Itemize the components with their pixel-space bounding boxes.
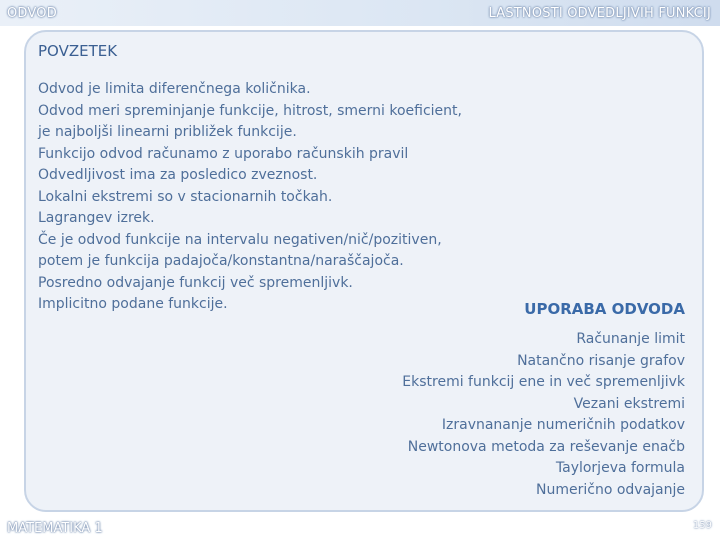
uses-item: Računanje limit	[576, 331, 685, 347]
header-section: LASTNOSTI ODVEDLJIVIH FUNKCIJ	[488, 6, 711, 21]
summary-item: Funkcijo odvod računamo z uporabo računskih pravil	[38, 145, 409, 162]
uses-item: Numerično odvajanje	[536, 481, 685, 498]
page-number: 159	[692, 520, 712, 531]
summary-item: Posredno odvajanje funkcij več spremenljivk.	[38, 274, 353, 291]
uses-item: Izravnananje numeričnih podatkov	[441, 417, 685, 433]
uses-title: UPORABA ODVODA	[524, 300, 685, 318]
summary-list	[38, 79, 508, 316]
uses-item: Ekstremi funkcij ene in več spremenljivk	[402, 374, 685, 390]
summary-item: Odvedljivost ima za posledico zveznost.	[38, 167, 318, 183]
summary-item: je najboljši linearni približek funkcije.	[38, 124, 297, 140]
summary-item: Če je odvod funkcije na intervalu negativen/nič/pozitiven,	[38, 231, 442, 248]
summary-item: Odvod meri spreminjanje funkcije, hitrost, smerni koeficient,	[38, 102, 462, 119]
summary-item: Implicitno podane funkcije.	[38, 296, 228, 312]
uses-item: Natančno risanje grafov	[517, 352, 685, 369]
uses-item: Taylorjeva formula	[555, 460, 685, 476]
uses-item: Vezani ekstremi	[573, 395, 685, 412]
summary-item: Lokalni ekstremi so v stacionarnih točkah.	[38, 188, 333, 205]
header-bar	[0, 0, 720, 26]
uses-item: Newtonova metoda za reševanje enačb	[407, 438, 685, 455]
uses-list	[345, 329, 685, 501]
summary-item: Lagrangev izrek.	[38, 210, 155, 226]
summary-item: potem je funkcija padajoča/konstantna/naraščajoča.	[38, 253, 404, 269]
summary-item: Odvod je limita diferenčnega količnika.	[38, 81, 311, 97]
summary-title: POVZETEK	[38, 42, 118, 60]
footer-course: MATEMATIKA 1	[7, 521, 103, 536]
header-chapter: ODVOD	[7, 6, 57, 21]
